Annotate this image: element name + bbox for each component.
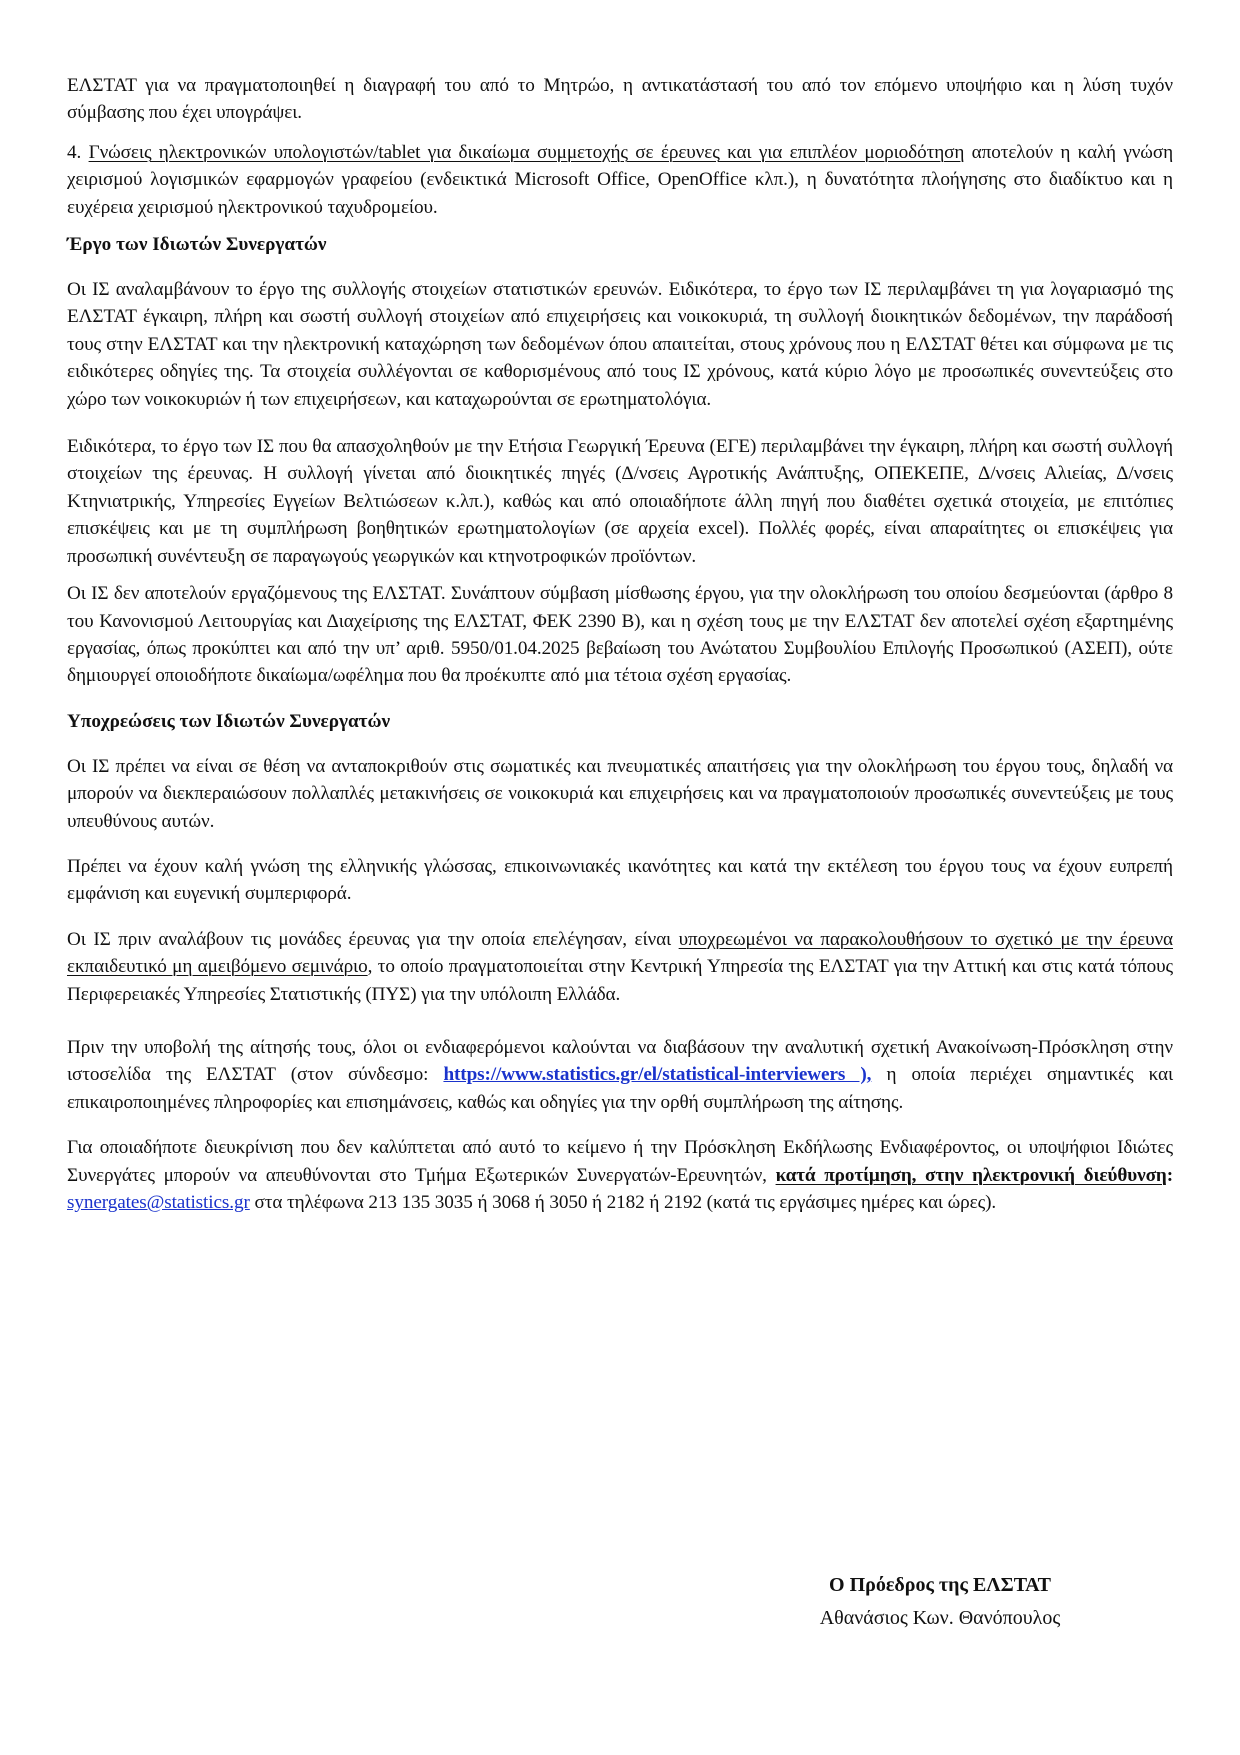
- item-4-text: αποτελούν η καλή γνώση χειρισμού λογισμικών εφαρμογών γραφείου (ενδεικτικά Microsoft Office, OpenOffice κλπ.), η δυνατότητα πλοήγησης στο διαδίκτυο και η ευχέρεια χειρισμού ηλεκτρονικού ταχυδρομείου.: [67, 141, 1174, 218]
- text-span: Οι ΙΣ πριν αναλάβουν τις μονάδες έρευνας για την οποία επελέγησαν, είναι: [67, 928, 679, 950]
- obligations-paragraph-3: [67, 926, 1173, 1008]
- intro-paragraph: ΕΛΣΤΑΤ για να πραγματοποιηθεί η διαγραφή του από το Μητρώο, η αντικατάστασή του από τον επόμενο υποψήφιο και η λύση τυχόν σύμβασης που έχει υπογράψει.: [67, 75, 1173, 124]
- signature-name: Αθανάσιος Κων. Θανόπουλος: [819, 1607, 1061, 1629]
- text-span: Για οποιαδήποτε διευκρίνιση που δεν καλύπτεται από αυτό το κείμενο ή την Πρόσκληση Εκδήλωσης Ενδιαφέροντος, οι υποψήφιοι Ιδιώτες Συνεργάτες μπορούν να απευθύνονται στο Τμήμα Εξωτερικών Συνεργατών-Ερευνητών,: [67, 1137, 1173, 1186]
- email-link[interactable]: synergates@statistics.gr: [67, 1192, 250, 1213]
- preferred-contact-text: κατά προτίμηση, στην ηλεκτρονική διεύθυνση: [775, 1164, 1167, 1186]
- work-paragraph-3: Οι ΙΣ δεν αποτελούν εργαζόμενους της ΕΛΣΤΑΤ. Συνάπτουν σύμβαση μίσθωσης έργου, για την ολοκλήρωση του οποίου δεσμεύονται (άρθρο 8 του Κανονισμού Λειτουργίας και Διαχείρισης της ΕΛΣΤΑΤ, ΦΕΚ 2390 Β), και η σχέση τους με την ΕΛΣΤΑΤ δεν αποτελεί σχέση εξαρτημένης εργασίας, όπως προκύπτει και από την υπ’ αριθ. 5950/01.04.2025 βεβαίωση του Ανώτατου Συμβουλίου Επιλογής Προσωπικού (ΑΣΕΠ), ούτε δημιουργεί οποιοδήποτε δικαίωμα/ωφέλημα που θα προέκυπτε από μια τέτοια σχέση εργασίας.: [67, 583, 1173, 687]
- obligations-paragraph-5: [67, 1134, 1173, 1216]
- interviewers-page-link[interactable]: https://www.statistics.gr/el/statistical-interviewers ),: [443, 1064, 872, 1086]
- obligations-paragraph-4: [67, 1034, 1173, 1116]
- section-heading-obligations: Υποχρεώσεις των Ιδιωτών Συνεργατών: [67, 710, 391, 732]
- item-4-underlined-text: Γνώσεις ηλεκτρονικών υπολογιστών/tablet για δικαίωμα συμμετοχής σε έρευνες και για επιπλέον μοριοδότηση: [88, 141, 965, 163]
- document-body: [67, 72, 1173, 1216]
- work-paragraph-1: Οι ΙΣ αναλαμβάνουν το έργο της συλλογής στοιχείων στατιστικών ερευνών. Ειδικότερα, το έργο των ΙΣ περιλαμβάνει τη για λογαριασμό της ΕΛΣΤΑΤ έγκαιρη, πλήρη και σωστή συλλογή στοιχείων από επιχειρήσεις και νοικοκυριά, τη συλλογή διοικητικών δεδομένων, την παράδοσή τους στην ΕΛΣΤΑΤ και την ηλεκτρονική καταχώρηση των δεδομένων όπου απαιτείται, στους χρόνους που η ΕΛΣΤΑΤ θέτει και σύμφωνα με τις ειδικότερες οδηγίες της. Τα στοιχεία συλλέγονται σε καθορισμένους από τους ΙΣ χρόνους, κατά κύριο λόγο με προσωπικές συνεντεύξεις στο χώρο των νοικοκυριών ή των επιχειρήσεων, και καταχωρούνται σε ερωτηματολόγια.: [67, 279, 1173, 410]
- seminar-underlined-text: υποχρεωμένοι να παρακολουθήσουν το σχετικό με την έρευνα εκπαιδευτικό μη αμειβόμενο σεμινάριο: [67, 928, 1174, 978]
- obligations-paragraph-2: Πρέπει να έχουν καλή γνώση της ελληνικής γλώσσας, επικοινωνιακές ικανότητες και κατά την εκτέλεση του έργου τους να έχουν ευπρεπή εμφάνιση και ευγενική συμπεριφορά.: [67, 855, 1173, 905]
- work-paragraph-2: Ειδικότερα, το έργο των ΙΣ που θα απασχοληθούν με την Ετήσια Γεωργική Έρευνα (ΕΓΕ) περιλαμβάνει την έγκαιρη, πλήρη και σωστή συλλογή στοιχείων της έρευνας. Η συλλογή γίνεται από διοικητικές πηγές (Δ/νσεις Αγροτικής Ανάπτυξης, ΟΠΕΚΕΠΕ, Δ/νσεις Αλιείας, Δ/νσεις Κτηνιατρικής, Υπηρεσίες Εγγείων Βελτιώσεων κ.λπ.), καθώς και από οποιαδήποτε άλλη πηγή που διαθέτει σχετικά στοιχεία, με επιτόπιες επισκέψεις και με τη συμπλήρωση βοηθητικών ερωτηματολογίων (σε αρχεία excel). Πολλές φορές, είναι απαραίτητες οι επισκέψεις για προσωπική συνέντευξη σε παραγωγούς γεωργικών και κτηνοτροφικών προϊόντων.: [67, 436, 1173, 567]
- section-heading-work: Έργο των Ιδιωτών Συνεργατών: [67, 234, 327, 256]
- obligations-paragraph-1: Οι ΙΣ πρέπει να είναι σε θέση να ανταποκριθούν στις σωματικές και πνευματικές απαιτήσεις για την ολοκλήρωση του έργου τους, δηλαδή να μπορούν να διεκπεραιώσουν πολλαπλές μετακινήσεις σε νοικοκυριά και επιχειρήσεις και να πραγματοποιούν προσωπικές συνεντεύξεις με τους υπευθύνους αυτών.: [67, 755, 1173, 832]
- text-span: Πριν την υποβολή της αίτησής τους, όλοι οι ενδιαφερόμενοι καλούνται να διαβάσουν την αναλυτική σχετική Ανακοίνωση-Πρόσκληση στην ιστοσελίδα της ΕΛΣΤΑΤ (στον σύνδεσμο:: [67, 1036, 1173, 1086]
- colon: :: [1166, 1164, 1174, 1186]
- text-span: στα τηλέφωνα 213 135 3035 ή 3068 ή 3050 ή 2182 ή 2192 (κατά τις εργάσιμες ημέρες και ώρες).: [249, 1192, 997, 1213]
- text-span: η οποία περιέχει σημαντικές και επικαιροποιημένες πληροφορίες και επισημάνσεις, καθώς και οδηγίες για την ορθή συμπλήρωση της αίτησης.: [67, 1064, 1174, 1113]
- item-number: 4.: [67, 141, 89, 163]
- text-span: , το οποίο πραγματοποιείται στην Κεντρική Υπηρεσία της ΕΛΣΤΑΤ για την Αττική και στις κατά τόπους Περιφερειακές Υπηρεσίες Στατιστικής (ΠΥΣ) για την υπόλοιπη Ελλάδα.: [67, 956, 1173, 1005]
- signature-title: Ο Πρόεδρος της ΕΛΣΤΑΤ: [829, 1574, 1051, 1596]
- item-4-paragraph: [67, 139, 1173, 221]
